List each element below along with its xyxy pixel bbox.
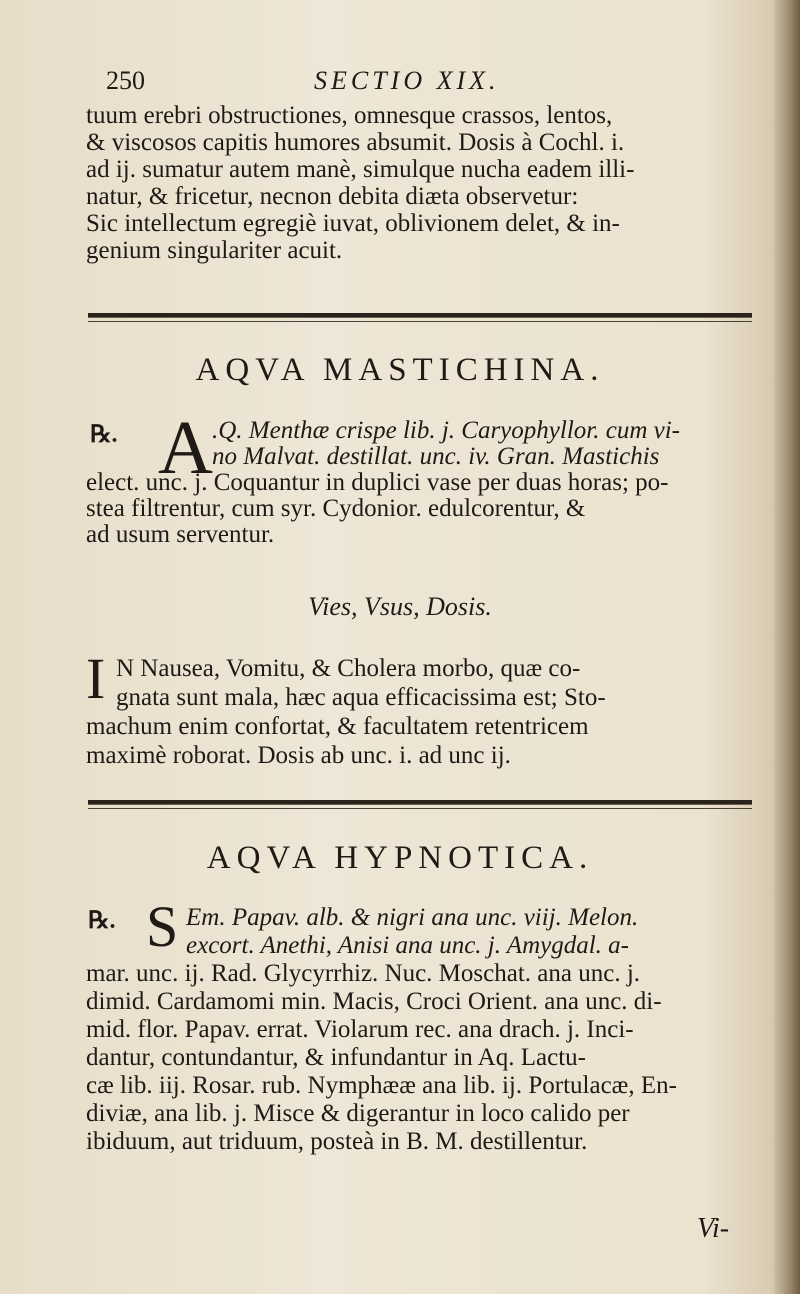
text-line: stea filtrentur, cum syr. Cydonior. edulcorentur, & bbox=[86, 496, 586, 522]
section-heading-mastichina: AQVA MASTICHINA. bbox=[195, 352, 605, 388]
drop-cap: I bbox=[86, 646, 106, 711]
usage-paragraph bbox=[86, 654, 751, 770]
page-number: 250 bbox=[106, 66, 145, 95]
text-line: elect. unc. j. Coquantur in duplici vase per duas horas; po- bbox=[86, 470, 669, 496]
recipe-sign: ℞. bbox=[88, 908, 116, 934]
section-title: SECTIO XIX. bbox=[314, 66, 500, 95]
text-line: cæ lib. iij. Rosar. rub. Nymphææ ana lib. ij. Portulacæ, En- bbox=[86, 1072, 677, 1099]
drop-cap: S bbox=[146, 894, 179, 959]
text-line: ibiduum, aut triduum, posteà in B. M. destillentur. bbox=[86, 1128, 588, 1155]
text-line: N Nausea, Vomitu, & Cholera morbo, quæ co- bbox=[116, 655, 581, 682]
text-line: dantur, contundantur, & infundantur in Aq. Lactu- bbox=[86, 1044, 586, 1071]
running-head bbox=[106, 66, 756, 96]
text-line: tuum erebri obstructiones, omnesque crassos, lentos, bbox=[86, 102, 613, 129]
text-line: ad usum serventur. bbox=[86, 522, 275, 548]
text-line: Sic intellectum egregiè iuvat, oblivionem delet, & in- bbox=[86, 210, 620, 237]
text-line: ad ij. sumatur autem manè, simulque nucha eadem illi- bbox=[86, 156, 635, 183]
section-heading-hypnotica: AQVA HYPNOTICA. bbox=[206, 840, 594, 876]
section-divider bbox=[88, 313, 752, 318]
text-line: mid. flor. Papav. errat. Violarum rec. ana drach. j. Inci- bbox=[86, 1016, 634, 1043]
recipe-sign: ℞. bbox=[90, 422, 118, 448]
text-line: diviæ, ana lib. j. Misce & digerantur in loco calido per bbox=[86, 1100, 630, 1127]
text-line: machum enim confortat, & facultatem retentricem bbox=[86, 713, 589, 740]
text-line: genium singulariter acuit. bbox=[86, 237, 343, 264]
text-line: gnata sunt mala, hæc aqua efficacissima est; Sto- bbox=[116, 684, 606, 711]
section-divider-thin bbox=[88, 808, 752, 809]
text-line: maximè roborat. Dosis ab unc. i. ad unc ij. bbox=[86, 742, 511, 769]
intro-paragraph bbox=[86, 102, 751, 264]
text-line: natur, & fricetur, necnon debita diæta observetur: bbox=[86, 183, 579, 210]
recipe-hypnotica bbox=[86, 904, 751, 1156]
text-line: dimid. Cardamomi min. Macis, Croci Orient. ana unc. di- bbox=[86, 988, 662, 1015]
catchword: Vi- bbox=[697, 1213, 730, 1244]
text-line: no Malvat. destillat. unc. iv. Gran. Mastichis bbox=[212, 444, 660, 470]
subheading-vies-vsus-dosis: Vies, Vsus, Dosis. bbox=[308, 592, 492, 621]
section-divider-thin bbox=[88, 321, 752, 322]
text-line: excort. Anethi, Anisi ana unc. j. Amygdal. a- bbox=[186, 932, 629, 959]
page-gutter bbox=[774, 0, 800, 1294]
section-divider bbox=[88, 800, 752, 805]
drop-cap: A bbox=[158, 406, 213, 490]
text-line: mar. unc. ij. Rad. Glycyrrhiz. Nuc. Moschat. ana unc. j. bbox=[86, 960, 641, 987]
text-line: & viscosos capitis humores absumit. Dosis à Cochl. i. bbox=[86, 129, 625, 156]
text-line: .Q. Menthæ crispe lib. j. Caryophyllor. cum vi- bbox=[212, 418, 680, 444]
text-line: Em. Papav. alb. & nigri ana unc. viij. Melon. bbox=[186, 904, 639, 931]
recipe-mastichina bbox=[86, 418, 751, 548]
